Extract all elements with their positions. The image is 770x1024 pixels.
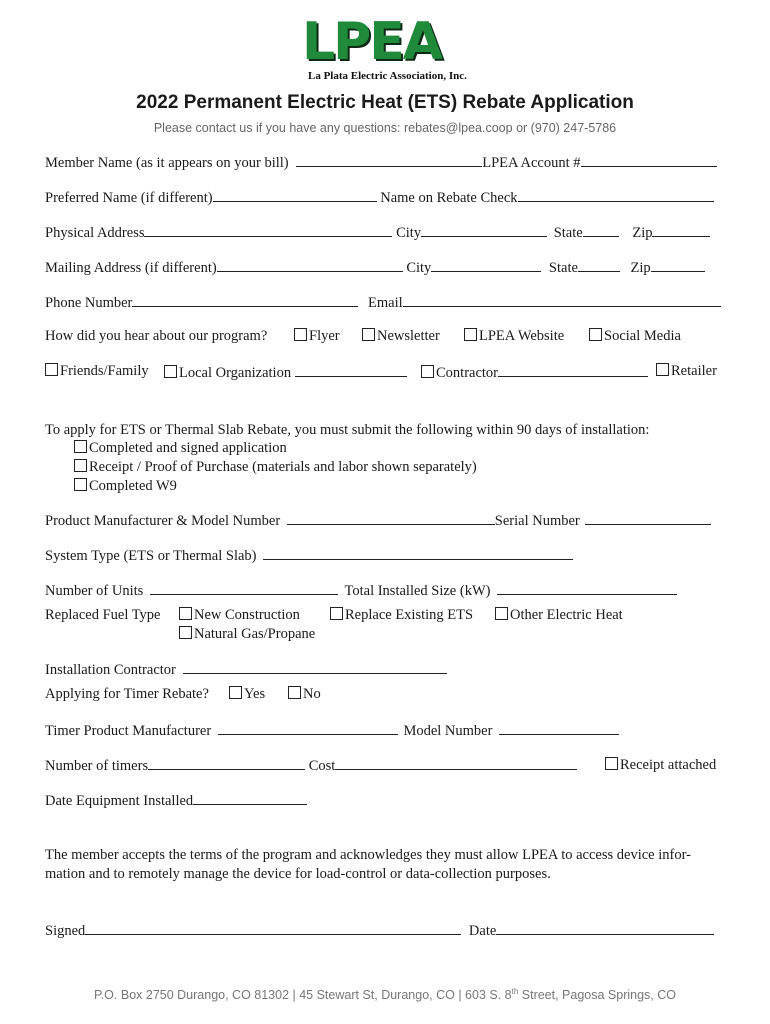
checkbox[interactable]	[179, 626, 192, 639]
checkbox[interactable]	[288, 686, 301, 699]
option-contractor[interactable]	[421, 363, 648, 382]
phone-field[interactable]	[132, 293, 358, 307]
row-units	[45, 581, 677, 600]
number-units-field[interactable]	[150, 581, 338, 595]
checkbox[interactable]	[74, 478, 87, 491]
terms-line-1: The member accepts the terms of the program and acknowledges they must allow LPEA to access device infor-	[45, 847, 691, 863]
checkbox[interactable]	[589, 328, 602, 341]
page-title: 2022 Permanent Electric Heat (ETS) Rebate Application	[136, 92, 634, 113]
checkbox[interactable]	[605, 757, 618, 770]
account-label: LPEA Account #	[482, 155, 581, 171]
option-label: Natural Gas/Propane	[194, 626, 316, 642]
installation-contractor-field[interactable]	[183, 660, 447, 674]
terms-line-2: mation and to remotely manage the device for load-control or data-collection purposes.	[45, 866, 551, 882]
mailing-zip-label: Zip	[630, 260, 651, 276]
row-signature	[45, 921, 714, 940]
option-flyer[interactable]	[294, 328, 340, 345]
system-type-label: System Type (ETS or Thermal Slab)	[45, 548, 257, 564]
city-field[interactable]	[421, 223, 547, 237]
option-label: Local Organization	[179, 365, 292, 381]
requirement-label: Receipt / Proof of Purchase (materials and labor shown separately)	[89, 459, 477, 475]
requirement-label: Completed W9	[89, 478, 177, 494]
member-name-label: Member Name (as it appears on your bill)	[45, 155, 289, 171]
model-number-field[interactable]	[499, 721, 619, 735]
mailing-city-label: City	[406, 260, 432, 276]
mailing-address-field[interactable]	[217, 258, 403, 272]
checkbox[interactable]	[294, 328, 307, 341]
date-installed-field[interactable]	[193, 791, 307, 805]
logo-text: LPEA	[302, 12, 442, 72]
serial-number-label: Serial Number	[494, 513, 580, 529]
number-timers-field[interactable]	[148, 756, 305, 770]
option-social-media[interactable]	[589, 328, 681, 345]
physical-address-field[interactable]	[144, 223, 392, 237]
option-label: LPEA Website	[479, 328, 565, 344]
email-field[interactable]	[403, 293, 721, 307]
mailing-address-label: Mailing Address (if different)	[45, 260, 217, 276]
signature-field[interactable]	[85, 921, 461, 935]
state-label: State	[553, 225, 583, 241]
option-label: Flyer	[309, 328, 340, 344]
product-manufacturer-field[interactable]	[287, 511, 495, 525]
footer-part2: Street, Pagosa Springs, CO	[518, 988, 676, 1003]
account-field[interactable]	[581, 153, 717, 167]
name-on-check-field[interactable]	[518, 188, 714, 202]
number-units-label: Number of Units	[45, 583, 144, 599]
option-other-electric-heat[interactable]	[495, 607, 623, 624]
option-newsletter[interactable]	[362, 328, 440, 345]
name-on-check-label: Name on Rebate Check	[380, 190, 518, 206]
option-lpea-website[interactable]	[464, 328, 564, 345]
timer-manufacturer-label: Timer Product Manufacturer	[45, 723, 212, 739]
number-timers-label: Number of timers	[45, 758, 149, 774]
checkbox[interactable]	[464, 328, 477, 341]
total-size-label: Total Installed Size (kW)	[344, 583, 491, 599]
local-organization-field[interactable]	[295, 363, 407, 377]
option-label: Social Media	[604, 328, 681, 344]
option-label: Replace Existing ETS	[345, 607, 474, 623]
mailing-zip-field[interactable]	[651, 258, 705, 272]
option-friends-family[interactable]	[45, 363, 149, 380]
cost-field[interactable]	[335, 756, 577, 770]
date-installed-label: Date Equipment Installed	[45, 793, 194, 809]
cost-label: Cost	[308, 758, 336, 774]
checkbox[interactable]	[330, 607, 343, 620]
option-label: Other Electric Heat	[510, 607, 623, 623]
checkbox[interactable]	[164, 365, 177, 378]
model-number-label: Model Number	[403, 723, 493, 739]
system-type-field[interactable]	[263, 546, 573, 560]
checkbox[interactable]	[45, 363, 58, 376]
row-member	[45, 153, 717, 172]
row-timer-manufacturer	[45, 721, 619, 740]
option-retailer[interactable]	[656, 363, 717, 380]
row-preferred	[45, 188, 714, 207]
option-local-organization[interactable]	[164, 363, 407, 382]
email-label: Email	[368, 295, 403, 311]
contact-subtitle: Please contact us if you have any questions: rebates@lpea.coop or (970) 247-5786	[153, 121, 617, 135]
option-label: Receipt attached	[620, 757, 717, 773]
checkbox[interactable]	[656, 363, 669, 376]
option-label: Newsletter	[377, 328, 440, 344]
option-receipt-attached[interactable]	[605, 757, 716, 774]
preferred-name-label: Preferred Name (if different)	[45, 190, 213, 206]
replaced-fuel-label: Replaced Fuel Type	[45, 607, 161, 623]
checkbox[interactable]	[495, 607, 508, 620]
option-label: New Construction	[194, 607, 300, 623]
date-label: Date	[468, 923, 497, 939]
lpea-logo	[300, 12, 472, 86]
timer-manufacturer-field[interactable]	[218, 721, 398, 735]
logo-subtitle: La Plata Electric Association, Inc.	[308, 70, 467, 82]
mailing-city-field[interactable]	[431, 258, 541, 272]
product-manufacturer-label: Product Manufacturer & Model Number	[45, 513, 281, 529]
date-field[interactable]	[496, 921, 714, 935]
signed-label: Signed	[45, 923, 86, 939]
checkbox[interactable]	[179, 607, 192, 620]
requirement-receipt[interactable]	[74, 459, 477, 476]
phone-label: Phone Number	[45, 295, 133, 311]
contractor-field[interactable]	[498, 363, 648, 377]
preferred-name-field[interactable]	[213, 188, 377, 202]
checkbox[interactable]	[362, 328, 375, 341]
checkbox[interactable]	[229, 686, 242, 699]
installation-contractor-label: Installation Contractor	[45, 662, 176, 678]
requirement-label: Completed and signed application	[89, 440, 287, 456]
option-label: Friends/Family	[60, 363, 149, 379]
checkbox[interactable]	[421, 365, 434, 378]
row-system-type	[45, 546, 573, 565]
serial-number-field[interactable]	[585, 511, 711, 525]
option-natural-gas-propane[interactable]	[179, 626, 315, 643]
checkbox[interactable]	[74, 440, 87, 453]
state-field[interactable]	[583, 223, 619, 237]
hear-about-label: How did you hear about our program?	[45, 328, 268, 344]
option-new-construction[interactable]	[179, 607, 300, 624]
total-size-field[interactable]	[497, 581, 677, 595]
option-label: Contractor	[436, 365, 499, 381]
row-timers-cost	[45, 756, 577, 775]
row-date-installed	[45, 791, 307, 810]
footer-part1: P.O. Box 2750 Durango, CO 81302 | 45 Stewart St, Durango, CO | 603 S. 8	[93, 988, 512, 1003]
requirement-w9[interactable]	[74, 478, 177, 495]
timer-rebate-label: Applying for Timer Rebate?	[45, 686, 209, 702]
option-timer-no[interactable]	[288, 686, 321, 703]
mailing-state-field[interactable]	[578, 258, 620, 272]
footer-sup: th	[511, 987, 519, 996]
city-label: City	[396, 225, 422, 241]
row-product	[45, 511, 711, 530]
member-name-field[interactable]	[296, 153, 482, 167]
requirements-intro: To apply for ETS or Thermal Slab Rebate, you must submit the following within 90 days of installation:	[45, 422, 650, 438]
option-label: Yes	[244, 686, 266, 702]
zip-label: Zip	[632, 225, 653, 241]
row-phone	[45, 293, 721, 312]
option-label: No	[303, 686, 321, 702]
footer-address	[0, 987, 770, 1002]
option-timer-yes[interactable]	[229, 686, 265, 703]
row-mailing	[45, 258, 705, 277]
mailing-state-label: State	[548, 260, 578, 276]
row-installation-contractor	[45, 660, 447, 679]
requirement-application[interactable]	[74, 440, 287, 457]
option-replace-existing-ets[interactable]	[330, 607, 473, 624]
option-label: Retailer	[671, 363, 717, 379]
row-physical	[45, 223, 710, 242]
checkbox[interactable]	[74, 459, 87, 472]
physical-address-label: Physical Address	[45, 225, 145, 241]
zip-field[interactable]	[652, 223, 710, 237]
